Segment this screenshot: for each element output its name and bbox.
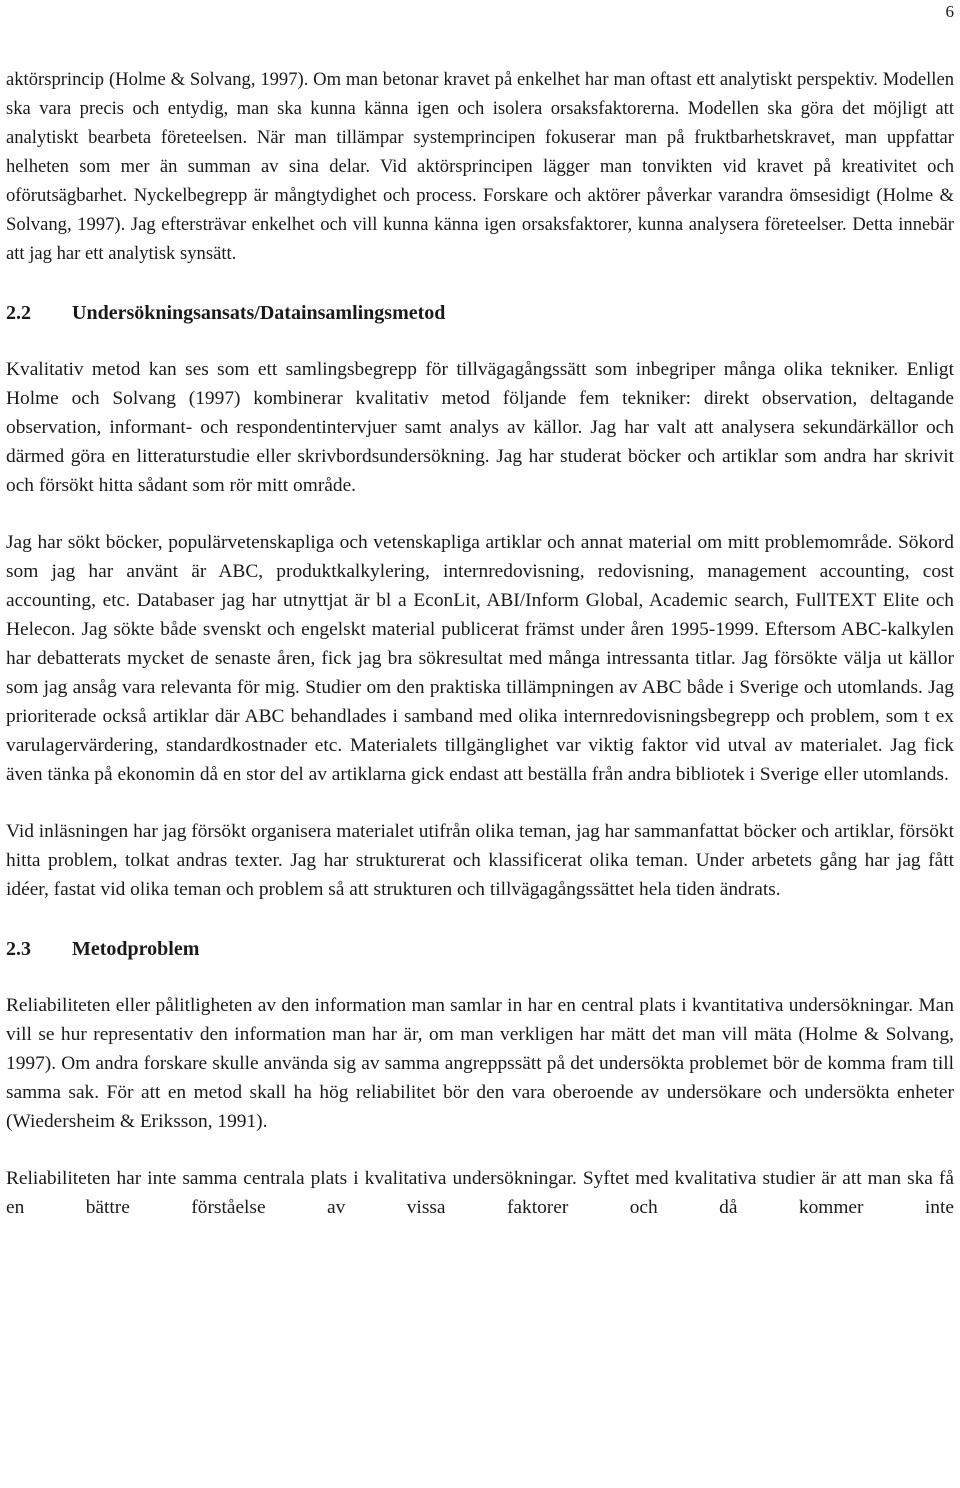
paragraph-sources: Jag har sökt böcker, populärvetenskapliga och vetenskapliga artiklar och annat material om mitt problemområde. Sökord som jag har använt är ABC, produktkalkylering, internredovisning, redovisning, management accounting, cost accounting, etc. Databaser jag har utnyttjat är bl a EconLit, ABI/Inform Global, Academic search, FullTEXT Elite och Helecon. Jag sökte både svenskt och engelskt material publicerat främst under åren 1995-1999. Eftersom ABC-kalkylen har debatterats mycket de senaste åren, fick jag bra sökresultat med många intressanta titlar. Jag försökte välja ut källor som jag ansåg vara relevanta för mig. Studier om den praktiska tillämpningen av ABC både i Sverige och utomlands. Jag prioriterade också artiklar där ABC behandlades i samband med olika internredovisningsbegrepp och problem, som t ex varulagervärdering, standardkostnader etc. Materialets tillgänglighet var viktig faktor vid utval av materialet. Jag fick även tänka på ekonomin då en stor del av artiklarna gick endast att beställa från andra bibliotek i Sverige eller utomlands. (6, 532, 954, 785)
paragraph-method: Kvalitativ metod kan ses som ett samlingsbegrepp för tillvägagångssätt som inbegriper många olika tekniker. Enligt Holme och Solvang (1997) kombinerar kvalitativ metod följande fem tekniker: direkt observation, deltagande observation, informant- och respondentintervjuer samt analys av källor. Jag har valt att analysera sekundärkällor och därmed göra en litteraturstudie eller skrivbordsundersökning. Jag har studerat böcker och artiklar som andra har skrivit och försökt hitta sådant som rör mitt område. (6, 359, 954, 496)
intro-paragraph: aktörsprincip (Holme & Solvang, 1997). Om man betonar kravet på enkelhet har man oftast ett analytiskt perspektiv. Modellen ska vara precis och entydig, man ska kunna känna igen och isolera orsaksfaktorerna. Modellen ska göra det möjligt att analytiskt bearbeta företeelsen. När man tillämpar systemprincipen fokuserar man på fruktbarhetskravet, man uppfattar helheten som mer än summan av sina delar. Vid aktörsprincipen lägger man tonvikten vid kravet på kreativitet och oförutsägbarhet. Nyckelbegrepp är mångtydighet och process. Forskare och aktörer påverkar varandra ömsesidigt (Holme & Solvang, 1997). Jag eftersträvar enkelhet och vill kunna känna igen orsaksfaktorer, kunna analysera företeelser. Detta innebär att jag har ett analytisk synsätt. (6, 69, 954, 264)
page-number: 6 (945, 2, 954, 21)
section-number: 2.3 (6, 938, 31, 960)
paragraph-reading: Vid inläsningen har jag försökt organisera materialet utifrån olika teman, jag har sammanfattat böcker och artiklar, försökt hitta problem, tolkat andras texter. Jag har strukturerat och klassificerat olika teman. Under arbetets gång har jag fått idéer, fastat vid olika teman och problem så att strukturen och tillvägagångssättet hela tiden ändrats. (6, 821, 954, 900)
section-heading-2-2 (6, 299, 954, 328)
section-title: Undersökningsansats/Datainsamlingsmetod (72, 302, 446, 324)
section-number: 2.2 (6, 302, 31, 324)
section-heading-2-3 (6, 935, 954, 964)
section-title: Metodproblem (72, 938, 200, 960)
paragraph-reliability-qualitative: Reliabiliteten har inte samma centrala plats i kvalitativa undersökningar. Syftet med kvalitativa studier är att man ska få en bättre förståelse av vissa faktorer och då kommer inte (6, 1168, 954, 1218)
paragraph-reliability: Reliabiliteten eller pålitligheten av den information man samlar in har en central plats i kvantitativa undersökningar. Man vill se hur representativ den information man har är, om man verkligen har mätt det man vill mäta (Holme & Solvang, 1997). Om andra forskare skulle använda sig av samma angreppssätt på det undersökta problemet bör de komma fram till samma sak. För att en metod skall ha hög reliabilitet bör den vara oberoende av undersökare och undersökta enheter (Wiedersheim & Eriksson, 1991). (6, 995, 954, 1132)
document-body (6, 65, 954, 1222)
